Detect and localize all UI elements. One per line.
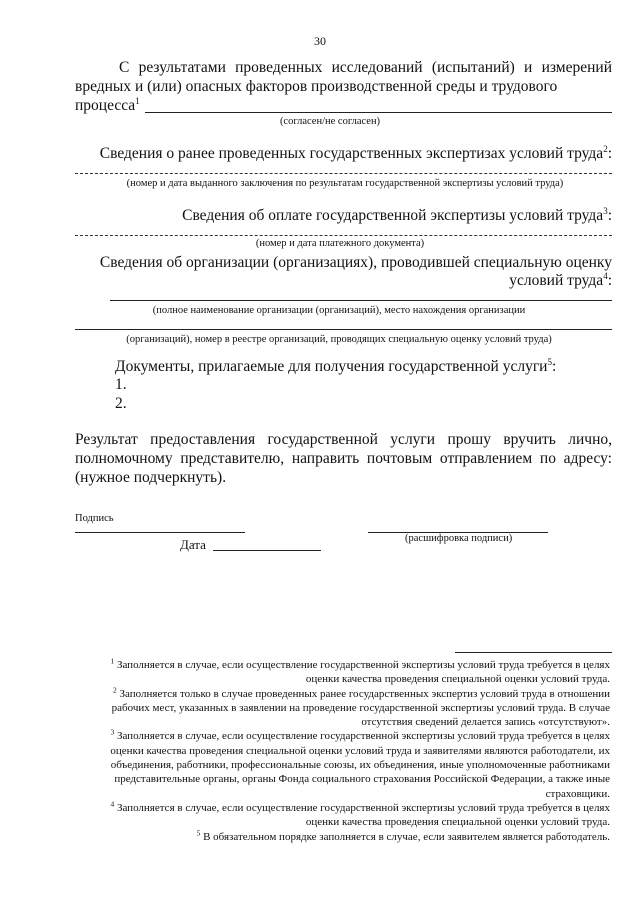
footnote-4-number: 4	[110, 799, 115, 809]
payment-caption: (номер и дата платежного документа)	[255, 238, 425, 249]
signature-label: Подпись	[75, 513, 114, 524]
footnote-separator	[455, 652, 612, 653]
footnote-2-text: Заполняется только в случае проведенных ранее государственных экспертиз условий труда в отношении рабочих мест, указанных в заявлении на проведение государственной экспертизы условий труда. В случае отсутствия сведений делается запись «отсутствуют».	[111, 687, 610, 729]
signature-line	[75, 532, 245, 533]
footnote-ref-1: 1	[135, 95, 140, 106]
intro-tail-text: процесса	[75, 97, 136, 114]
footnotes	[95, 658, 610, 844]
organization-heading-line2-text: условий труда	[509, 272, 604, 289]
footnote-ref-3: 3	[603, 205, 608, 216]
footnote-ref-5: 5	[547, 356, 552, 367]
document-item-1: 1.	[115, 376, 127, 393]
footnote-5	[95, 827, 610, 844]
intro-paragraph: С результатами проведенных исследований (испытаний) и измерений вредных и (или) опасных факторов производственной среды и трудового	[75, 59, 612, 95]
payment-heading: Сведения об оплате государственной экспертизы условий труда$^3$:	[182, 205, 612, 224]
organization-caption-1: (полное наименование организации (организаций), место нахождения организации	[152, 305, 526, 316]
expertise-caption: (номер и дата выданного заключения по результатам государственной экспертизы условий труда)	[126, 178, 564, 189]
organization-heading-line2: условий труда$^4$:	[509, 270, 612, 289]
agreement-line	[145, 112, 612, 113]
footnote-ref-4: 4	[603, 270, 608, 281]
footnote-1-number: 1	[110, 656, 115, 666]
signature-decode-caption: (расшифровка подписи)	[405, 533, 513, 544]
payment-line	[75, 235, 612, 236]
footnote-3-number: 3	[110, 727, 115, 737]
expertise-heading-text: Сведения о ранее проведенных государственных экспертизах условий труда	[99, 145, 604, 162]
organization-caption-2: (организаций), номер в реестре организаций, проводящих специальную оценку условий труда)	[126, 334, 552, 345]
footnote-4	[95, 801, 610, 830]
footnote-4-text: Заполняется в случае, если осуществление государственной экспертизы условий труда требуется в целях оценки качества проведения специальной оценки условий труда.	[116, 801, 610, 829]
organization-line-2	[75, 329, 612, 330]
footnote-3	[95, 729, 610, 800]
documents-heading-text: Документы, прилагаемые для получения государственной услуги	[115, 358, 548, 375]
result-paragraph: Результат предоставления государственной услуги прошу вручить лично, полномочному представителю, направить почтовым отправлением по адресу: (нужное подчеркнуть).	[75, 431, 612, 486]
intro-tail	[75, 96, 140, 115]
footnote-2-number: 2	[113, 684, 117, 694]
agreement-caption: (согласен/не согласен)	[279, 116, 381, 127]
date-line	[213, 550, 321, 551]
documents-heading: Документы, прилагаемые для получения государственной услуги$^5$:	[115, 356, 557, 375]
date-label: Дата	[180, 537, 206, 552]
footnote-1-text: Заполняется в случае, если осуществление государственной экспертизы условий труда требуется в целях оценки качества проведения специальной оценки условий труда.	[116, 659, 610, 686]
organization-heading-line1: Сведения об организации (организациях), проводившей специальную оценку	[99, 254, 612, 271]
footnote-1	[95, 658, 610, 687]
expertise-heading: Сведения о ранее проведенных государственных экспертизах условий труда$^2$:	[99, 143, 612, 162]
document-item-2: 2.	[115, 395, 127, 412]
footnote-5-text: В обязательном порядке заполняется в случае, если заявителем является работодатель.	[203, 830, 610, 843]
footnote-ref-2: 2	[603, 143, 608, 154]
expertise-line	[75, 173, 612, 174]
footnote-2	[95, 684, 610, 730]
payment-heading-text: Сведения об оплате государственной экспертизы условий труда	[182, 207, 604, 224]
organization-line-1	[110, 300, 612, 301]
footnote-3-text: Заполняется в случае, если осуществление государственной экспертизы условий труда требуется в целях оценки качества проведения специальной оценки условий труда и заявителями являются работодатели, их объединения, работники, профессиональные союзы, их объединения, иные уполномоченные работниками представительные органы, органы Фонда социального страхования Российской Федерации, а также иные страховщики.	[110, 730, 610, 800]
page-number: 30	[314, 34, 326, 48]
footnote-5-number: 5	[196, 827, 201, 837]
